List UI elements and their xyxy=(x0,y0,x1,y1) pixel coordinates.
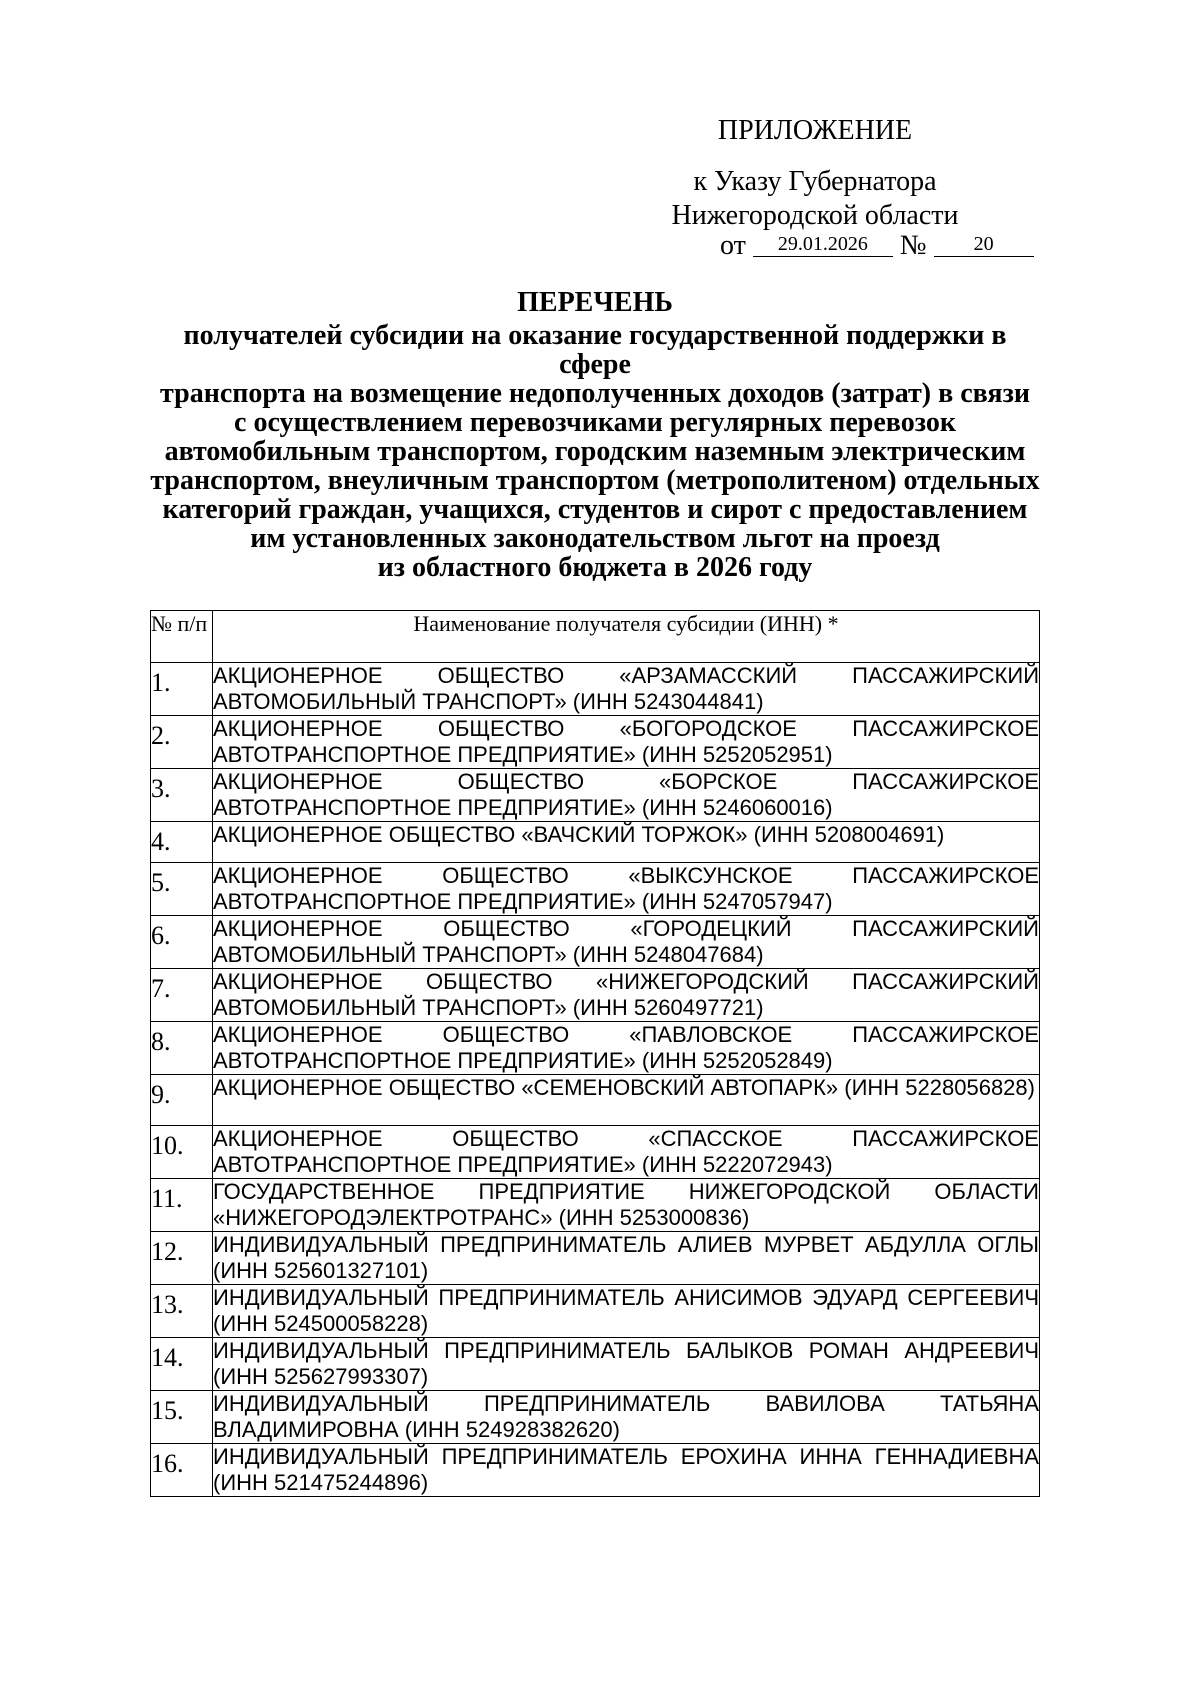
row-number: 16. xyxy=(151,1444,213,1497)
header-name: Наименование получателя субсидии (ИНН) * xyxy=(213,611,1040,663)
row-number: 13. xyxy=(151,1285,213,1338)
table-row xyxy=(151,1179,1040,1232)
recipient-name: АКЦИОНЕРНОЕ ОБЩЕСТВО «АРЗАМАССКИЙ ПАССАЖИРСКИЙ АВТОМОБИЛЬНЫЙ ТРАНСПОРТ» (ИНН 5243044841) xyxy=(213,663,1039,714)
row-number: 14. xyxy=(151,1338,213,1391)
recipient-name: АКЦИОНЕРНОЕ ОБЩЕСТВО «БОРСКОЕ ПАССАЖИРСКОЕ АВТОТРАНСПОРТНОЕ ПРЕДПРИЯТИЕ» (ИНН 5246060016) xyxy=(213,769,1039,820)
document-heading: ПЕРЕЧЕНЬ xyxy=(517,287,673,318)
recipient-name: АКЦИОНЕРНОЕ ОБЩЕСТВО «НИЖЕГОРОДСКИЙ ПАССАЖИРСКИЙ АВТОМОБИЛЬНЫЙ ТРАНСПОРТ» (ИНН 5260497721) xyxy=(213,969,1039,1020)
table-row xyxy=(151,822,1040,863)
recipient-name: АКЦИОНЕРНОЕ ОБЩЕСТВО «ВАЧСКИЙ ТОРЖОК» (ИНН 5208004691) xyxy=(213,822,1040,863)
appendix-line-1: к Указу Губернатора xyxy=(693,166,937,197)
recipient-name: ИНДИВИДУАЛЬНЫЙ ПРЕДПРИНИМАТЕЛЬ ЕРОХИНА ИННА ГЕННАДИЕВНА (ИНН 521475244896) xyxy=(213,1444,1039,1495)
recipient-name: АКЦИОНЕРНОЕ ОБЩЕСТВО «БОГОРОДСКОЕ ПАССАЖИРСКОЕ АВТОТРАНСПОРТНОЕ ПРЕДПРИЯТИЕ» (ИНН 5252052951) xyxy=(213,716,1039,767)
table-row xyxy=(151,1232,1040,1285)
table-row xyxy=(151,1075,1040,1126)
table-row xyxy=(151,916,1040,969)
document-title-block xyxy=(150,288,1040,582)
recipient-name: ГОСУДАРСТВЕННОЕ ПРЕДПРИЯТИЕ НИЖЕГОРОДСКОЙ ОБЛАСТИ «НИЖЕГОРОДЭЛЕКТРОТРАНС» (ИНН 5253000836) xyxy=(213,1179,1039,1230)
appendix-title: ПРИЛОЖЕНИЕ xyxy=(717,115,913,146)
table-row xyxy=(151,769,1040,822)
row-number: 7. xyxy=(151,969,213,1022)
recipient-name: ИНДИВИДУАЛЬНЫЙ ПРЕДПРИНИМАТЕЛЬ АЛИЕВ МУРВЕТ АБДУЛЛА ОГЛЫ (ИНН 525601327101) xyxy=(213,1232,1039,1283)
row-number: 11. xyxy=(151,1179,213,1232)
row-number: 5. xyxy=(151,863,213,916)
row-number: 2. xyxy=(151,716,213,769)
recipient-name: ИНДИВИДУАЛЬНЫЙ ПРЕДПРИНИМАТЕЛЬ ВАВИЛОВА ТАТЬЯНА ВЛАДИМИРОВНА (ИНН 524928382620) xyxy=(213,1391,1039,1442)
recipient-name: ИНДИВИДУАЛЬНЫЙ ПРЕДПРИНИМАТЕЛЬ БАЛЫКОВ РОМАН АНДРЕЕВИЧ (ИНН 525627993307) xyxy=(213,1338,1039,1389)
appendix-date-line xyxy=(720,230,1034,262)
row-number: 4. xyxy=(151,822,213,863)
row-number: 3. xyxy=(151,769,213,822)
header-number: № п/п xyxy=(151,611,213,663)
table-row xyxy=(151,663,1040,716)
recipient-name: ИНДИВИДУАЛЬНЫЙ ПРЕДПРИНИМАТЕЛЬ АНИСИМОВ ЭДУАРД СЕРГЕЕВИЧ (ИНН 524500058228) xyxy=(213,1285,1039,1336)
date-label: от xyxy=(720,230,746,261)
appendix-line-2: Нижегородской области xyxy=(671,200,959,231)
table-row xyxy=(151,1391,1040,1444)
table-row xyxy=(151,1285,1040,1338)
row-number: 15. xyxy=(151,1391,213,1444)
table-row xyxy=(151,1126,1040,1179)
table-header-row xyxy=(151,611,1040,663)
document-subtitle: получателей субсидии на оказание государственной поддержки в сфере транспорта на возмещение недополученных доходов (затрат) в связи с осуществлением перевозчиками регулярных перевозок автомобильным транспортом, городским наземным электрическим транспортом, внеуличным транспортом (метрополитеном) отдельных категорий граждан, учащихся, студентов и сирот с предоставлением им установленных законодательством льгот на проезд из областного бюджета в 2026 году xyxy=(150,320,1040,583)
recipient-name: АКЦИОНЕРНОЕ ОБЩЕСТВО «ГОРОДЕЦКИЙ ПАССАЖИРСКИЙ АВТОМОБИЛЬНЫЙ ТРАНСПОРТ» (ИНН 5248047684) xyxy=(213,916,1039,967)
row-number: 10. xyxy=(151,1126,213,1179)
appendix-reference xyxy=(600,165,1030,233)
row-number: 12. xyxy=(151,1232,213,1285)
row-number: 1. xyxy=(151,663,213,716)
table-row xyxy=(151,1338,1040,1391)
row-number: 9. xyxy=(151,1075,213,1126)
table-row xyxy=(151,863,1040,916)
table-row xyxy=(151,969,1040,1022)
recipient-name: АКЦИОНЕРНОЕ ОБЩЕСТВО «СЕМЕНОВСКИЙ АВТОПАРК» (ИНН 5228056828) xyxy=(213,1075,1040,1126)
recipient-name: АКЦИОНЕРНОЕ ОБЩЕСТВО «СПАССКОЕ ПАССАЖИРСКОЕ АВТОТРАНСПОРТНОЕ ПРЕДПРИЯТИЕ» (ИНН 5222072943) xyxy=(213,1126,1039,1177)
row-number: 8. xyxy=(151,1022,213,1075)
recipient-name: АКЦИОНЕРНОЕ ОБЩЕСТВО «ВЫКСУНСКОЕ ПАССАЖИРСКОЕ АВТОТРАНСПОРТНОЕ ПРЕДПРИЯТИЕ» (ИНН 5247057947) xyxy=(213,863,1039,914)
number-label: № xyxy=(899,230,927,261)
decree-number: 20 xyxy=(934,232,1034,257)
table-row xyxy=(151,716,1040,769)
table-row xyxy=(151,1022,1040,1075)
table-row xyxy=(151,1444,1040,1497)
recipient-name: АКЦИОНЕРНОЕ ОБЩЕСТВО «ПАВЛОВСКОЕ ПАССАЖИРСКОЕ АВТОТРАНСПОРТНОЕ ПРЕДПРИЯТИЕ» (ИНН 5252052849) xyxy=(213,1022,1039,1073)
row-number: 6. xyxy=(151,916,213,969)
recipients-table xyxy=(150,610,1040,1497)
decree-date: 29.01.2026 xyxy=(753,232,893,257)
